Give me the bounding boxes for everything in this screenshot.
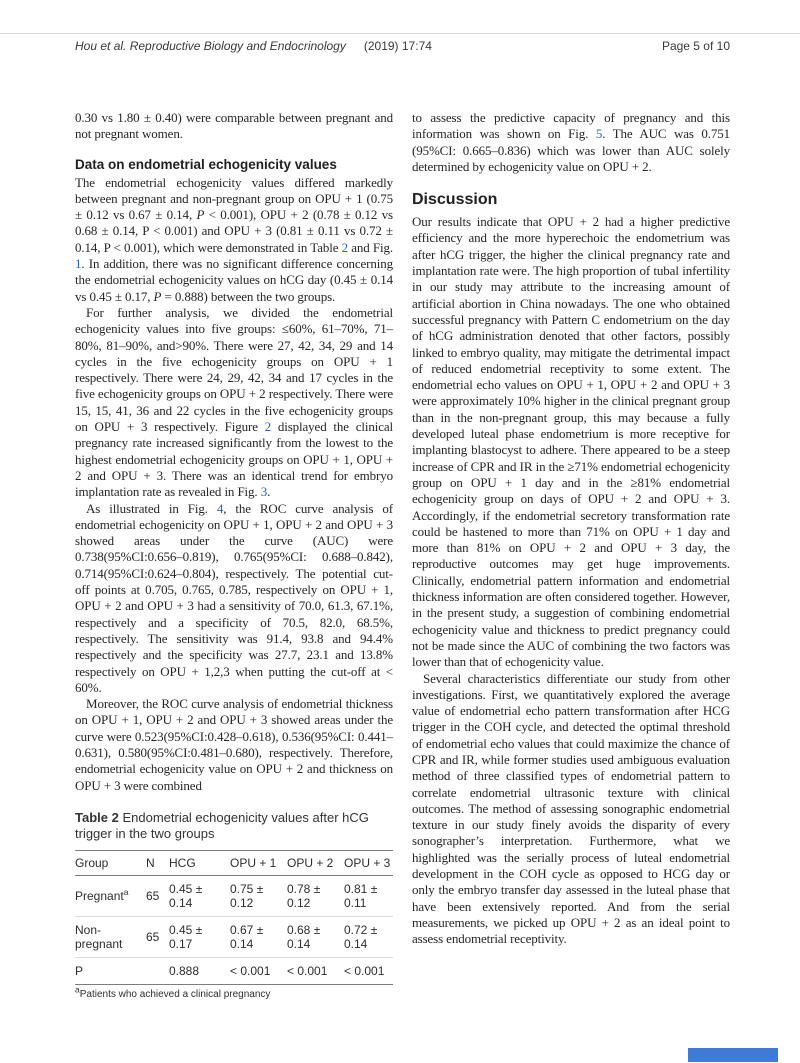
- table-cell: < 0.001: [344, 963, 385, 978]
- paragraph: Several characteristics differentiate our study from other investigations. First, we quantitatively explored the average value of endometrial echo pattern transformation after HCG trigger in the COH cycle, and detected the optimal threshold of endometrial echo values that could maximize the chance of CPR and IR, while former studies used ambiguous evaluation method of three classified types of endometrial pattern to correlate endometrial ultrasonic texture with clinical outcomes. The method of assessing sonographic endometrial texture in our study finely avoids the disparity of every sonographer’s interpretation. Furthermore, what we highlighted was the serially process of luteal endometrial development in the COH cycle as opposed to HCG day or only the embryo transfer day assessed in the luteal phase that have been extensively reported. And from the serial measurements, we picked up OPU + 2 as an ideal point to assess endometrial receptivity.: [412, 670, 730, 947]
- ref-link[interactable]: 5: [595, 126, 603, 142]
- table-cell: 0.72 ± 0.14: [344, 916, 393, 957]
- table-cell: Non-pregnant: [75, 916, 146, 957]
- paragraph: The endometrial echogenicity values differed markedly between pregnant and non-pregnant group on OPU + 1 (0.75 ± 0.12 vs 0.67 ± 0.14, P < 0.001), OPU + 2 (0.78 ± 0.12 vs 0.68 ± 0.14, P < 0.001) and OPU + 3 (0.81 ± 0.11 vs 0.72 ± 0.14, P < 0.001), which were demonstrated in Table 2 and Fig. 1. In addition, there was no significant difference concerning the endometrial echogenicity values on hCG day (0.45 ± 0.14 vs 0.45 ± 0.17, P = 0.888) between the two groups.: [75, 174, 393, 304]
- left-column: [75, 110, 393, 1000]
- table-row: [75, 957, 393, 984]
- paragraph-carryover: 0.30 vs 1.80 ± 0.40) were comparable between pregnant and not pregnant women.: [75, 110, 393, 142]
- table-header-cell: OPU + 3: [344, 850, 393, 875]
- table-cell: 0.78 ± 0.12: [287, 875, 344, 916]
- paragraph: Moreover, the ROC curve analysis of endometrial thickness on OPU + 1, OPU + 2 and OPU + 3 showed areas under the curve were 0.523(95%CI:0.428–0.618), 0.536(95%CI: 0.441–0.631), 0.580(95%CI:0.481–0.680), respectively. Therefore, endometrial echogenicity value on OPU + 2 and thickness on OPU + 3 were combined: [75, 696, 393, 793]
- paragraph: As illustrated in Fig. 4, the ROC curve analysis of endometrial echogenicity on OPU + 1, OPU + 2 and OPU + 3 showed areas under the curve (AUC) were 0.738(95%CI:0.656–0.819), 0.765(95%CI: 0.688–0.842), 0.714(95%CI:0.624–0.804), respectively. The potential cut-off points at 0.705, 0.765, 0.785, respectively on OPU + 1, OPU + 2 and OPU + 3 had a sensitivity of 70.0, 61.3, 67.1%, respectively and a specificity of 70.5, 82.0, 68.5%, respectively. The sensitivity was 91.4, 93.8 and 94.4% respectively and the specificity was 27.7, 23.1 and 13.8% respectively on OPU + 1,2,3 when putting the cut-off at < 60%.: [75, 500, 394, 695]
- right-column: [412, 110, 730, 1000]
- ref-link[interactable]: 4: [216, 500, 224, 516]
- table-cell: 65: [146, 916, 169, 957]
- table-cell: P: [75, 963, 84, 978]
- table-2-grid: [75, 850, 393, 985]
- table-row: [75, 875, 393, 916]
- page-number: Page 5 of 10: [661, 39, 730, 53]
- section-heading-echogenicity: Data on endometrial echogenicity values: [75, 156, 337, 172]
- table-header-cell: Group: [75, 850, 146, 875]
- table-cell: 0.45 ± 0.17: [169, 916, 230, 957]
- table-cell: 0.81 ± 0.11: [344, 875, 393, 916]
- table-caption: Table 2 Endometrial echogenicity values after hCG trigger in the two groups: [75, 809, 369, 842]
- citation: (2019) 17:74: [363, 39, 432, 53]
- running-head: Hou et al. Reproductive Biology and Endocrinology: [75, 39, 346, 53]
- table-cell: 0.75 ± 0.12: [230, 875, 287, 916]
- paragraph: For further analysis, we divided the endometrial echogenicity values into five groups: ≤60%, 61–70%, 71–80%, 81–90%, and>90%. There were 27, 42, 34, 29 and 14 cycles in the five echogenicity groups on OPU + 1 respectively. There were 24, 29, 42, 34 and 17 cycles in the five echogenicity groups on OPU + 2 respectively. There were 15, 15, 41, 36 and 22 cycles in the five echogenicity groups on OPU + 3 respectively. Figure 2 displayed the clinical pregnancy rate increased significantly from the lowest to the highest endometrial echogenicity groups on OPU + 1, OPU + 2 and OPU + 3. There was an identical trend for embryo implantation rate as revealed in Fig. 3.: [75, 304, 393, 500]
- footer-blue-bar: [688, 1048, 778, 1062]
- table-cell: Pregnant$^a$: [75, 875, 146, 916]
- section-heading-discussion: Discussion: [412, 191, 498, 209]
- table-cell: 0.45 ± 0.14: [169, 875, 230, 916]
- two-column-body: [75, 110, 730, 1000]
- table-2: [75, 810, 393, 1000]
- table-cell: < 0.001: [230, 963, 271, 978]
- table-header-cell: HCG: [169, 850, 230, 875]
- ref-link[interactable]: 2: [264, 419, 272, 435]
- table-header-row: [75, 850, 393, 875]
- table-cell: 0.888: [169, 963, 200, 978]
- table-header-cell: OPU + 2: [287, 850, 344, 875]
- table-header-cell: OPU + 1: [230, 850, 287, 875]
- page-header: [75, 39, 730, 53]
- table-header-cell: N: [146, 850, 169, 875]
- table-cell: 0.67 ± 0.14: [230, 916, 287, 957]
- table-row: [75, 916, 393, 957]
- ref-link[interactable]: 3: [260, 484, 268, 500]
- table-cell: 65: [146, 875, 169, 916]
- ref-link[interactable]: 1: [75, 256, 82, 272]
- ref-link[interactable]: 2: [341, 239, 348, 255]
- paragraph-carryover: to assess the predictive capacity of pregnancy and this information was shown on Fig. 5. The AUC was 0.751 (95%CI: 0.665–0.836) which was lower than AUC solely determined by echogenicity value on OPU + 2.: [412, 110, 730, 174]
- table-cell: [146, 957, 169, 984]
- table-cell: 0.68 ± 0.14: [287, 916, 344, 957]
- header-rule: [0, 33, 800, 34]
- table-cell: < 0.001: [287, 963, 328, 978]
- paragraph: Our results indicate that OPU + 2 had a higher predictive efficiency and the more hyperechoic the endometrium was after hCG trigger, the higher the clinical pregnancy rate and implantation rate were. The high proportion of tubal infertility in our study may attribute to the increasing amount of artificial abortion in China nowadays. The one who obtained successful pregnancy with Pattern C endometrium on the day of hCG administration denoted that other factors, possibly linked to embryo quality, may mitigate the detrimental impact of reduced endometrial receptivity to some extent. The endometrial echo values on OPU + 1, OPU + 2 and OPU + 3 were approximately 10% higher in the clinical pregnant group than in the non-pregnant group, this may because a fully developed luteal phase endometrium is more receptive for implanting blastocyst to adhere. There appeared to be a steep increase of CPR and IR in the ≥71% endometrial echogenicity group on OPU + 1 day and in the ≥81% endometrial echogenicity group on days of OPU + 2 and OPU + 3. Accordingly, if the endometrial secretory transformation rate could be hastened to more than 71% on OPU + 1 day and more than 81% on OPU + 2 and OPU + 3 day, the reproductive outcomes may get huge improvements. Clinically, endometrial pattern information and endometrial thickness information are often considered together. However, in the present study, a suggestion of combining endometrial echogenicity value and thickness to predict pregnancy could not be made since the AUC of combining the two factors was lower than that of echogenicity value.: [412, 214, 730, 670]
- table-footnote: $^a$Patients who achieved a clinical pregnancy: [75, 984, 271, 1000]
